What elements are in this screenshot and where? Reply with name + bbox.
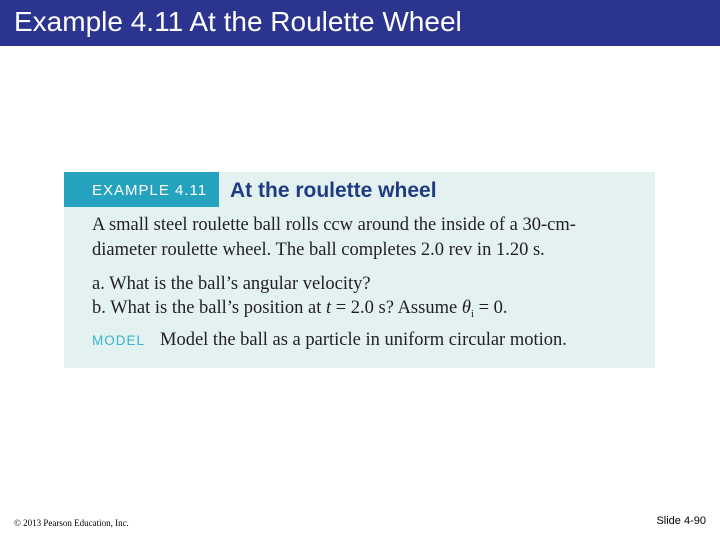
question-b-prefix: b. What is the ball’s position at <box>92 298 326 318</box>
copyright-notice: © 2013 Pearson Education, Inc. <box>14 518 129 528</box>
question-b-middle: = 2.0 s? Assume <box>331 298 462 318</box>
model-label: MODEL <box>92 333 146 348</box>
example-tag-label: EXAMPLE 4.11 <box>92 182 208 199</box>
time-variable: t <box>325 298 332 318</box>
example-heading: At the roulette wheel <box>230 179 437 202</box>
problem-line-2: diameter roulette wheel. The ball completes 2.0 rev in 1.20 s. <box>92 240 545 260</box>
problem-line-1: A small steel roulette ball rolls ccw around the inside of a 30-cm- <box>92 215 576 235</box>
theta-variable: θ <box>461 298 471 318</box>
slide-title: Example 4.11 At the Roulette Wheel <box>14 6 462 37</box>
title-bar <box>0 0 720 46</box>
slide-number: Slide 4-90 <box>656 515 706 527</box>
example-box <box>64 172 655 368</box>
question-b <box>92 297 508 325</box>
example-tag <box>64 172 219 207</box>
question-b-suffix: = 0. <box>473 298 508 318</box>
question-a: a. What is the ball’s angular velocity? <box>92 274 371 294</box>
theta-subscript: i <box>470 308 474 320</box>
model-text: Model the ball as a particle in uniform circular motion. <box>160 330 567 350</box>
